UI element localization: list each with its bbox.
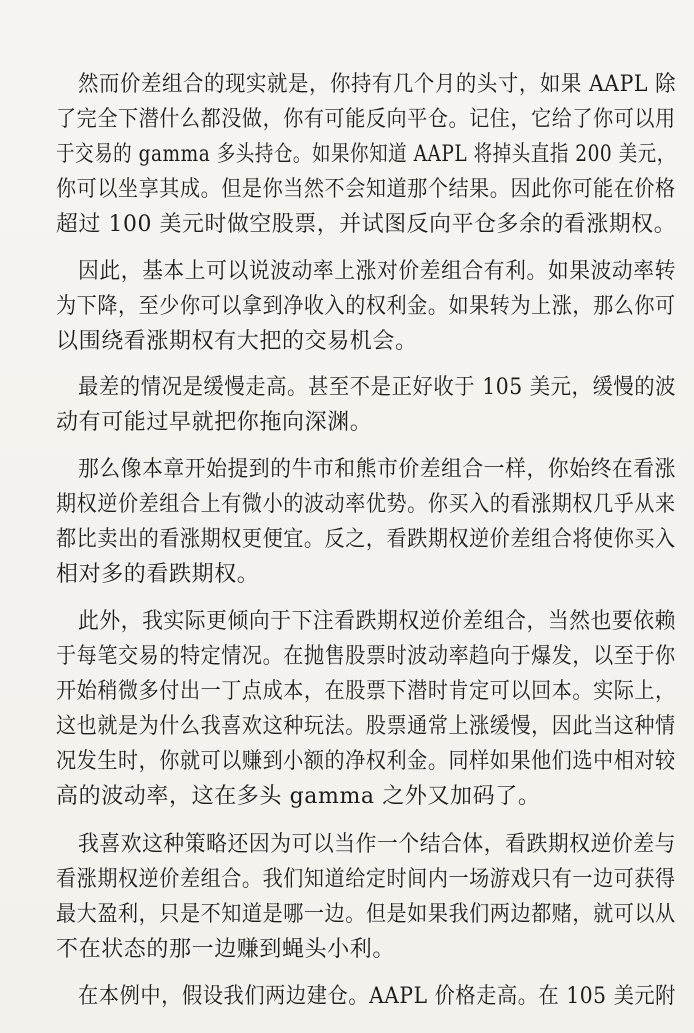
text-line: 此外，我实际更倾向于下注看跌期权逆价差组合，当然也要依赖 [78,609,677,634]
text-line: 最大盈利，只是不知道是哪一边。但是如果我们两边都赌，就可以从 [56,902,676,927]
text-line: 为下降，至少你可以拿到净收入的权利金。如果转为上涨，那么你可 [56,294,676,319]
text-line: 这也就是为什么我喜欢这种玩法。股票通常上涨缓慢，因此当这种情 [56,714,676,739]
text-line: 况发生时，你就可以赚到小额的净权利金。同样如果他们选中相对较 [56,749,676,774]
text-line: 看涨期权逆价差组合。我们知道给定时间内一场游戏只有一边可获得 [56,867,676,892]
text-line: 最差的情况是缓慢走高。甚至不是正好收于 105 美元，缓慢的波 [78,375,677,400]
text-line: 都比卖出的看涨期权更便宜。反之，看跌期权逆价差组合将使你买入 [56,527,676,552]
text-line: 期权逆价差组合上有微小的波动率优势。你买入的看涨期权几乎从来 [56,492,676,517]
text-line: 在本例中，假设我们两边建仓。AAPL 价格走高。在 105 美元附 [78,984,676,1009]
text-line: 动有可能过早就把你拖向深渊。 [56,410,373,435]
text-line: 不在状态的那一边赚到蝇头小利。 [56,937,396,962]
text-line: 那么像本章开始提到的牛市和熊市价差组合一样，你始终在看涨 [78,457,677,482]
text-line: 了完全下潜什么都没做，你有可能反向平仓。记住，它给了你可以用 [56,107,676,132]
text-line: 于交易的 gamma 多头持仓。如果你知道 AAPL 将掉头直指 200 美元， [56,142,676,167]
text-line: 高的波动率，这在多头 gamma 之外又加码了。 [56,784,541,809]
text-line: 因此，基本上可以说波动率上涨对价差组合有利。如果波动率转 [78,259,677,284]
text-line: 我喜欢这种策略还因为可以当作一个结合体，看跌期权逆价差与 [78,832,677,857]
text-line: 你可以坐享其成。但是你当然不会知道那个结果。因此你可能在价格 [56,177,676,202]
text-line: 相对多的看跌期权。 [56,562,260,587]
text-line: 开始稍微多付出一丁点成本，在股票下潜时肯定可以回本。实际上， [56,679,676,704]
text-line: 超过 100 美元时做空股票，并试图反向平仓多余的看涨期权。 [56,212,677,237]
text-line: 然而价差组合的现实就是，你持有几个月的头寸，如果 AAPL 除 [78,72,677,97]
text-line: 以围绕看涨期权有大把的交易机会。 [56,329,418,354]
text-line: 于每笔交易的特定情况。在抛售股票时波动率趋向于爆发，以至于你 [56,644,676,669]
